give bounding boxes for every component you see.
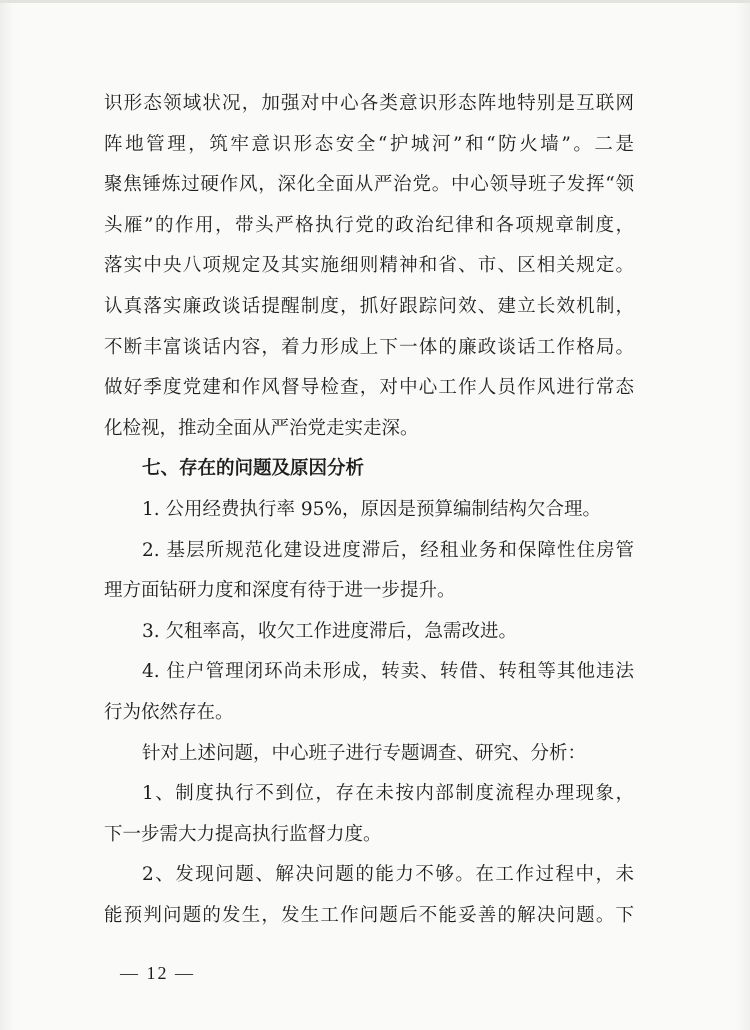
paragraph-line: 下一步需大力提高执行监督力度。 bbox=[104, 823, 382, 845]
scan-edge bbox=[0, 0, 750, 3]
paragraph-line: 2、发现问题、解决问题的能力不够。在工作过程中，未 bbox=[142, 864, 634, 886]
paragraph-line: 落实中央八项规定及其实施细则精神和省、市、区相关规定。 bbox=[104, 255, 634, 277]
paragraph-line: 头雁”的作用，带头严格执行党的政治纪律和各项规章制度， bbox=[104, 214, 634, 236]
paragraph-line: 化检视，推动全面从严治党走实走深。 bbox=[104, 417, 419, 439]
paragraph-line: 聚焦锤炼过硬作风，深化全面从严治党。中心领导班子发挥“领 bbox=[104, 174, 634, 196]
paragraph-line: 认真落实廉政谈话提醒制度，抓好跟踪问效、建立长效机制， bbox=[104, 295, 634, 317]
paragraph-line: 行为依然存在。 bbox=[104, 701, 234, 723]
paragraph-line: 2. 基层所规范化建设进度滞后，经租业务和保障性住房管 bbox=[142, 539, 634, 561]
paragraph-line: 阵地管理，筑牢意识形态安全“护城河”和“防火墙”。二是 bbox=[104, 133, 634, 155]
paragraph-line: 做好季度党建和作风督导检查，对中心工作人员作风进行常态 bbox=[104, 377, 634, 399]
paragraph-line: 1. 公用经费执行率 95%，原因是预算编制结构欠合理。 bbox=[142, 498, 602, 520]
paragraph-line: 针对上述问题，中心班子进行专题调查、研究、分析： bbox=[142, 742, 587, 764]
paragraph-line: 理方面钻研力度和深度有待于进一步提升。 bbox=[104, 580, 456, 602]
paragraph-line: 识形态领域状况，加强对中心各类意识形态阵地特别是互联网 bbox=[104, 93, 634, 114]
paragraph-line: 3. 欠租率高，收欠工作进度滞后，急需改进。 bbox=[142, 620, 518, 642]
paragraph-line: 4. 住户管理闭环尚未形成，转卖、转借、转租等其他违法 bbox=[142, 661, 634, 683]
paragraph-line: 能预判问题的发生，发生工作问题后不能妥善的解决问题。下 bbox=[104, 904, 634, 926]
paragraph-line: 1、制度执行不到位，存在未按内部制度流程办理现象， bbox=[142, 783, 634, 805]
page-number: — 12 — bbox=[120, 963, 195, 983]
paragraph-line: 不断丰富谈话内容，着力形成上下一体的廉政谈话工作格局。 bbox=[104, 336, 634, 358]
body-text bbox=[104, 84, 634, 936]
section-heading: 七、存在的问题及原因分析 bbox=[142, 458, 365, 480]
